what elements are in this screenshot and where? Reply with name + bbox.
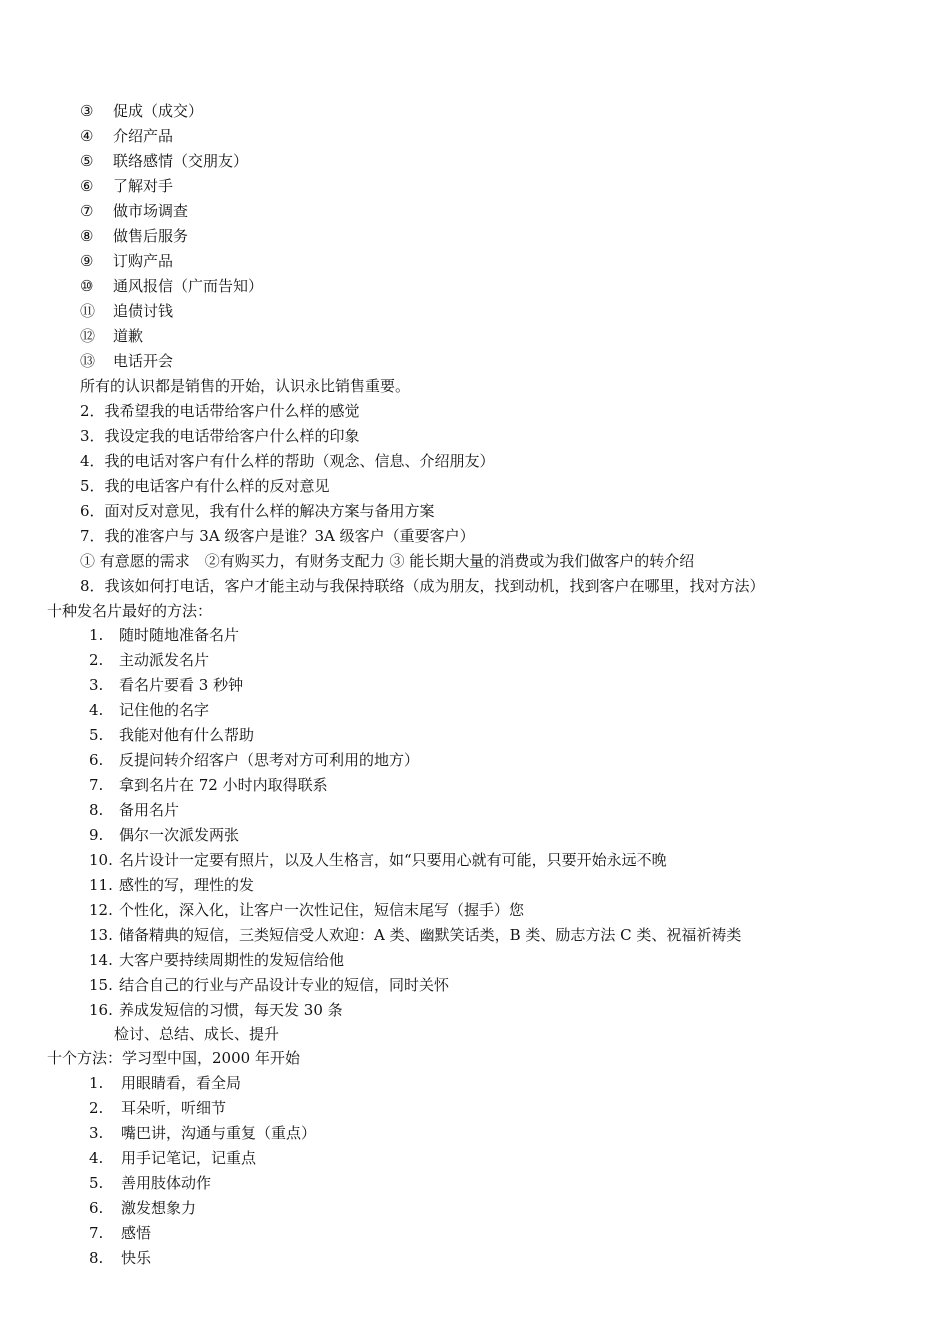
list-item-text: 做售后服务 <box>113 227 189 245</box>
list-number: 3. <box>89 1124 104 1142</box>
list-marker: ⑩ <box>80 277 94 295</box>
list-number: 6. <box>89 751 104 769</box>
list-number: 7. <box>89 1224 104 1242</box>
section-heading: 十种发名片最好的方法： <box>47 602 213 620</box>
list-marker: ③ <box>80 102 94 120</box>
list-marker: ④ <box>80 127 94 145</box>
list-item <box>89 823 239 847</box>
list-item-text: 看名片要看 3 秒钟 <box>119 676 244 694</box>
circled-list-item <box>80 224 188 248</box>
circled-list-item <box>80 324 143 348</box>
list-number: 1. <box>89 626 104 644</box>
list-item-text: 用眼睛看，看全局 <box>121 1074 242 1092</box>
circled-list-item <box>80 199 188 223</box>
list-number: 13. <box>89 926 113 944</box>
list-item <box>89 648 209 672</box>
question-item: 3．我设定我的电话带给客户什么样的印象 <box>80 427 360 445</box>
list-item <box>89 873 254 897</box>
question-subitem: ① 有意愿的需求 ②有购买力，有财务支配力 ③ 能长期大量的消费或为我们做客户的转介绍 <box>80 552 695 570</box>
list-item-text: 大客户要持续周期性的发短信给他 <box>119 951 345 969</box>
list-item-text: 备用名片 <box>119 801 180 819</box>
question-item: 6．面对反对意见，我有什么样的解决方案与备用方案 <box>80 502 435 520</box>
list-number: 6. <box>89 1199 104 1217</box>
list-item <box>89 948 344 972</box>
circled-list-item <box>80 249 173 273</box>
question-item: 4．我的电话对客户有什么样的帮助（观念、信息、介绍朋友） <box>80 452 495 470</box>
list-item-text: 道歉 <box>113 327 144 345</box>
list-marker: ⑦ <box>80 202 94 220</box>
list-number: 14. <box>89 951 113 969</box>
list-number: 5. <box>89 1174 104 1192</box>
question-item: 7．我的准客户与 3A 级客户是谁？3A 级客户（重要客户） <box>80 527 475 545</box>
list-number: 12. <box>89 901 113 919</box>
list-item-text: 促成（成交） <box>113 102 204 120</box>
list-item-text: 电话开会 <box>113 352 174 370</box>
list-number: 4. <box>89 701 104 719</box>
list-number: 10. <box>89 851 113 869</box>
list-item <box>89 1196 196 1220</box>
list-item-text: 随时随地准备名片 <box>119 626 240 644</box>
list-item <box>89 1096 226 1120</box>
list-item-text: 反提问转介绍客户（思考对方可利用的地方） <box>119 751 420 769</box>
list-item-text: 名片设计一定要有照片，以及人生格言，如“只要用心就有可能，只要开始永远不晚 <box>119 851 667 869</box>
list-item-text: 拿到名片在 72 小时内取得联系 <box>119 776 328 794</box>
list-item <box>89 1171 211 1195</box>
list-item <box>89 623 239 647</box>
list-item <box>89 673 243 697</box>
list-item <box>89 1146 256 1170</box>
list-item-text: 订购产品 <box>113 252 174 270</box>
list-item-text: 个性化，深入化，让客户一次性记住，短信末尾写（握手）您 <box>119 901 525 919</box>
list-item-text: 联络感情（交朋友） <box>113 152 249 170</box>
list-item <box>89 698 209 722</box>
section-trailer: 检讨、总结、成长、提升 <box>114 1025 280 1043</box>
list-item <box>89 1071 241 1095</box>
list-item <box>89 848 667 872</box>
list-number: 2. <box>89 1099 104 1117</box>
list-item-text: 用手记笔记，记重点 <box>121 1149 257 1167</box>
list-item-text: 养成发短信的习惯，每天发 30 条 <box>119 1001 343 1019</box>
list-marker: ⑧ <box>80 227 94 245</box>
list-item-text: 通风报信（广而告知） <box>113 277 264 295</box>
circled-list-item <box>80 349 173 373</box>
list-item-text: 做市场调查 <box>113 202 189 220</box>
list-number: 15. <box>89 976 113 994</box>
list-marker: ⑥ <box>80 177 94 195</box>
list-number: 1. <box>89 1074 104 1092</box>
list-marker: ⑨ <box>80 252 94 270</box>
circled-list-item <box>80 149 248 173</box>
question-item: 8．我该如何打电话，客户才能主动与我保持联络（成为朋友，找到动机，找到客户在哪里，找对方法） <box>80 577 765 595</box>
list-item-text: 嘴巴讲，沟通与重复（重点） <box>121 1124 317 1142</box>
list-item-text: 追债讨钱 <box>113 302 174 320</box>
section-heading: 十个方法：学习型中国，2000 年开始 <box>47 1049 300 1067</box>
list-item-text: 我能对他有什么帮助 <box>119 726 255 744</box>
list-number: 7. <box>89 776 104 794</box>
list-item-text: 善用肢体动作 <box>121 1174 212 1192</box>
list-number: 3. <box>89 676 104 694</box>
list-marker: ⑬ <box>80 352 96 370</box>
question-item: 2．我希望我的电话带给客户什么样的感觉 <box>80 402 360 420</box>
list-item-text: 介绍产品 <box>113 127 174 145</box>
list-item <box>89 898 524 922</box>
list-item <box>89 923 741 947</box>
list-item-text: 激发想象力 <box>121 1199 197 1217</box>
list-item-text: 记住他的名字 <box>119 701 210 719</box>
list-item-text: 耳朵听，听细节 <box>121 1099 227 1117</box>
list-item <box>89 1246 151 1270</box>
list-item <box>89 1221 151 1245</box>
list-item-text: 储备精典的短信，三类短信受人欢迎：A 类、幽默笑话类，B 类、励志方法 C 类、祝福祈祷类 <box>119 926 742 944</box>
list-number: 9. <box>89 826 104 844</box>
circled-list-item <box>80 124 173 148</box>
list-marker: ⑪ <box>80 302 96 320</box>
list-number: 8. <box>89 801 104 819</box>
list-item <box>89 748 419 772</box>
list-item <box>89 773 328 797</box>
list-item-text: 偶尔一次派发两张 <box>119 826 240 844</box>
list-number: 2. <box>89 651 104 669</box>
list-item <box>89 998 343 1022</box>
list-number: 16. <box>89 1001 113 1019</box>
list-item <box>89 973 449 997</box>
circled-list-item <box>80 99 203 123</box>
statement-text: 所有的认识都是销售的开始，认识永比销售重要。 <box>80 377 411 395</box>
list-item-text: 感悟 <box>121 1224 152 1242</box>
circled-list-item <box>80 274 263 298</box>
list-number: 4. <box>89 1149 104 1167</box>
list-item <box>89 798 179 822</box>
list-number: 8. <box>89 1249 104 1267</box>
list-item <box>89 723 254 747</box>
circled-list-item <box>80 174 173 198</box>
list-item-text: 结合自己的行业与产品设计专业的短信，同时关怀 <box>119 976 450 994</box>
list-item-text: 感性的写，理性的发 <box>119 876 255 894</box>
list-item-text: 快乐 <box>121 1249 152 1267</box>
list-marker: ⑤ <box>80 152 94 170</box>
list-number: 11. <box>89 876 113 894</box>
list-item-text: 了解对手 <box>113 177 174 195</box>
question-item: 5．我的电话客户有什么样的反对意见 <box>80 477 330 495</box>
list-item <box>89 1121 316 1145</box>
list-marker: ⑫ <box>80 327 96 345</box>
list-number: 5. <box>89 726 104 744</box>
list-item-text: 主动派发名片 <box>119 651 210 669</box>
circled-list-item <box>80 299 173 323</box>
